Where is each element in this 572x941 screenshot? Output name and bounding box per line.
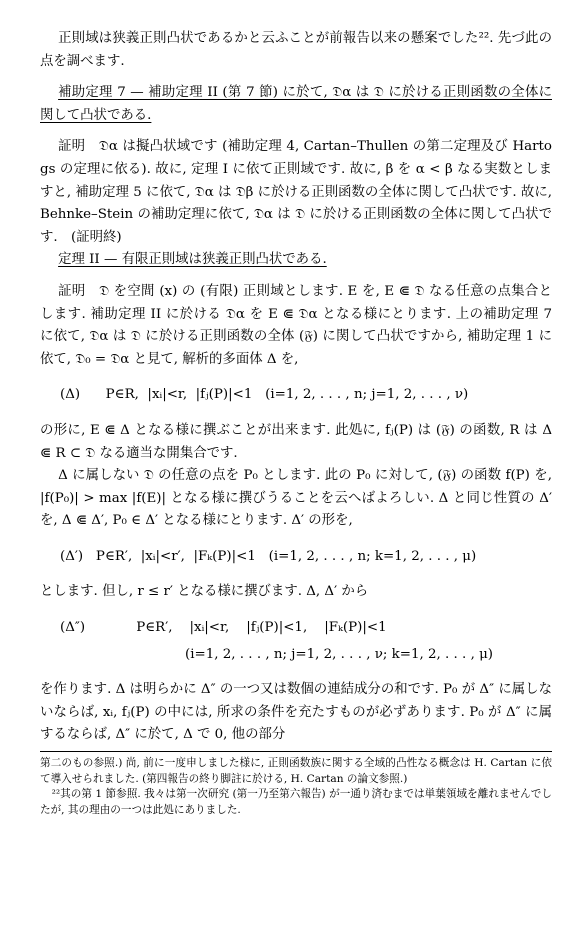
paragraph-choice: とします. 但し, r ≤ r′ となる様に撰びます. Δ, Δ′ から <box>40 584 369 600</box>
paragraph-delta-form: の形に, E ⋐ Δ となる様に撰ぶことが出来ます. 此処に, fⱼ(P) は (𝔉) の函数, R は Δ ⋐ R ⊂ 𝔇 なる適当な開集合です. <box>40 422 552 461</box>
formula-delta-double-prime-indices: (i=1, 2, . . . , n; j=1, 2, . . . , ν; k=1, 2, . . . , μ) <box>185 646 494 662</box>
footnote-divider <box>40 751 552 752</box>
proof-theorem-2: 証明 𝔇 を空間 (x) の (有限) 正則域とします. E を, E ⋐ 𝔇 なる任意の点集合とします. 補助定理 II に於ける 𝔇α を E ⋐ 𝔇α となる様にとります. 上の補助定理 7 に依て, 𝔇α は 𝔇 に於ける正則函数の全体 (𝔉) に関して凸状ですから, 補助定理 1 に依て, 𝔇₀ = 𝔇α と見て, 解析的多面体 Δ を, <box>40 283 552 367</box>
lemma-7-text: 補助定理 7 — 補助定理 II (第 7 節) に於て, 𝔇α は 𝔇 に於ける正則函数の全体に関して凸状である. <box>40 85 552 123</box>
footnote-continued: 第二のもの参照.) 尚, 前に一度申しました様に, 正則函数族に関する全域的凸性なる概念は H. Cartan に依て導入せられました. (第四報告の終り脚註に於ける, H. Cartan の論文参照.) <box>40 757 552 785</box>
page <box>40 28 552 818</box>
formula-delta: (Δ) P∈R, |xᵢ|<r, |fⱼ(P)|<1 (i=1, 2, . . . , n; j=1, 2, . . . , ν) <box>60 387 469 403</box>
paragraph-components: を作ります. Δ は明らかに Δ″ の一つ又は数個の連結成分の和です. P₀ が Δ″ に属しないならば, xᵢ, fⱼ(P) の中には, 所求の条件を充たすものが必ずあります. P₀ が Δ″ に属するならば, Δ″ に於て, Δ で 0, 他の部分 <box>40 682 552 743</box>
theorem-2 <box>40 249 552 272</box>
formula-delta-double-prime: (Δ″) P∈R′, |xᵢ|<r, |fⱼ(P)|<1, |Fₖ(P)|<1 <box>60 620 387 636</box>
formula-delta-prime: (Δ′) P∈R′, |xᵢ|<r′, |Fₖ(P)|<1 (i=1, 2, . . . , n; k=1, 2, . . . , μ) <box>60 548 477 564</box>
proof-lemma-7: 証明 𝔇α は擬凸状域です (補助定理 4, Cartan–Thullen の第二定理及び Hartogs の定理に依る). 故に, 定理 I に依て正則域です. 故に, β を α < β なる実数としますと, 補助定理 5 に依て, 𝔇α は 𝔇β に於ける正則函数の全体に関して凸状です. 故に, Behnke–Stein の補助定理に依て, 𝔇α は 𝔇 に於ける正則函数の全体に関して凸状です. (証明終) <box>40 139 552 245</box>
intro-paragraph: 正則域は狭義正則凸状であるかと云ふことが前報告以来の懸案でした²². 先づ此の点を調べます. <box>40 31 552 69</box>
lemma-7 <box>40 82 552 127</box>
footnote-22: ²²其の第 1 節参照. 我々は第一次研究 (第一乃至第六報告) が一通り済むまでは単葉領域を離れませんでしたが, 其の理由の一つは此処にありました. <box>40 788 552 816</box>
paragraph-p0: Δ に属しない 𝔇 の任意の点を P₀ とします. 此の P₀ に対して, (𝔉) の函数 f(P) を, |f(P₀)| > max |f(E)| となる様に撰びうることを云へばよろしい. Δ と同じ性質の Δ′ を, Δ ⋐ Δ′, P₀ ∈ Δ′ となる様にとります. Δ′ の形を, <box>40 468 552 529</box>
theorem-2-text: 定理 II — 有限正則域は狭義正則凸状である. <box>58 252 327 268</box>
